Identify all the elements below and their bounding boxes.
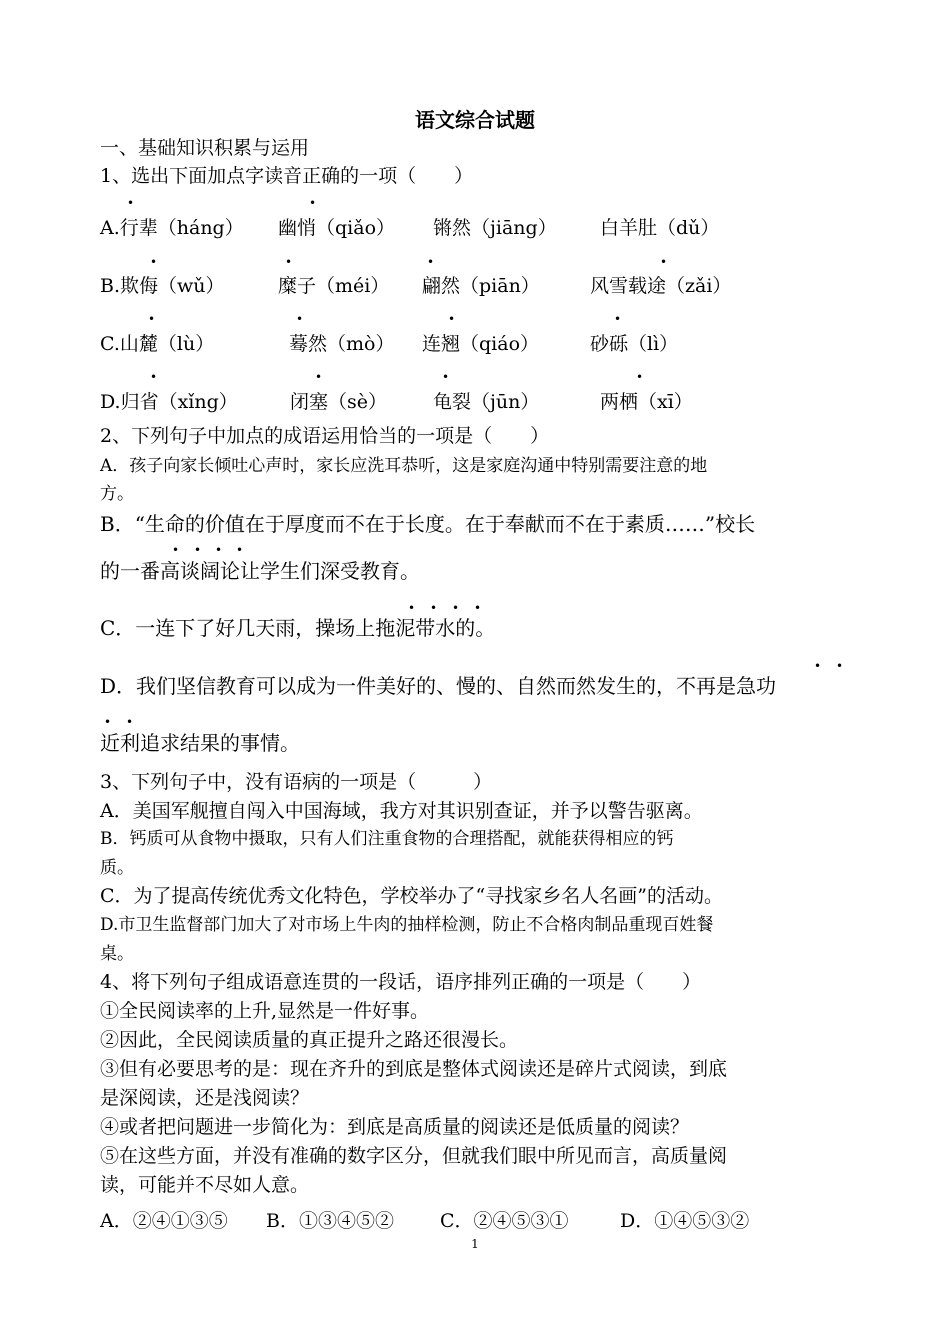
q1-d-item-1: D.归省（xǐng） [100, 391, 238, 413]
q1-d-item-3: 龟裂（jūn） [433, 391, 540, 413]
q4-sentence-4: ④或者把问题进一步简化为：到底是高质量的阅读还是低质量的阅读？ [100, 1116, 690, 1138]
q1-c-item-2: 蓦然（mò） [289, 333, 395, 355]
q3-option-d: D.市卫生监督部门加大了对市场上牛肉的抽样检测，防止不合格肉制品重现百姓餐 [100, 915, 714, 935]
section-heading: 一、基础知识积累与运用 [100, 137, 310, 159]
q2-option-c: C．一连下了好几天雨，操场上拖泥带水的。 [100, 616, 496, 640]
q3-stem: 3、下列句子中，没有语病的一项是（ ） [100, 771, 493, 793]
q3-option-b: B．钙质可从食物中摄取，只有人们注重食物的合理搭配，就能获得相应的钙 [100, 829, 674, 849]
q2-option-a-cont: 方。 [100, 484, 134, 504]
q1-b-item-1: B.欺侮（wǔ） [100, 275, 225, 297]
q2-option-b: B．“生命的价值在于厚度而不在于长度。在于奉献而不在于素质……”校长 [100, 512, 756, 536]
q2-option-d-cont: 近利追求结果的事情。 [100, 731, 300, 755]
q1-a-item-4: 白羊肚（dǔ） [600, 217, 720, 239]
q1-stem: 1、选出下面加点字读音正确的一项（ ） [100, 165, 474, 187]
page-title: 语文综合试题 [415, 108, 535, 132]
q1-c-item-1: C.山麓（lù） [100, 333, 215, 355]
q3-option-c: C．为了提高传统优秀文化特色，学校举办了“寻找家乡名人名画”的活动。 [100, 885, 723, 907]
q4-sentence-3-cont: 是深阅读，还是浅阅读？ [100, 1087, 310, 1109]
q2-option-a: A．孩子向家长倾吐心声时，家长应洗耳恭听，这是家庭沟通中特别需要注意的地 [100, 456, 708, 476]
q4-sentence-2: ②因此，全民阅读质量的真正提升之路还很漫长。 [100, 1029, 519, 1051]
q3-option-a: A．美国军舰擅自闯入中国海域，我方对其识别查证，并予以警告驱离。 [100, 800, 703, 822]
q4-sentence-3: ③但有必要思考的是：现在齐升的到底是整体式阅读还是碎片式阅读，到底 [100, 1058, 728, 1080]
q2-option-d: D．我们坚信教育可以成为一件美好的、慢的、自然而然发生的，不再是急功 [100, 674, 777, 698]
q1-a-item-2: 幽悄（qiǎo） [278, 217, 396, 239]
q3-option-b-cont: 质。 [100, 858, 134, 878]
q4-sentence-1: ①全民阅读率的上升,显然是一件好事。 [100, 1000, 430, 1022]
q1-b-item-4: 风雪载途（zǎi） [590, 275, 732, 297]
q4-sentence-5: ⑤在这些方面，并没有准确的数字区分，但就我们眼中所见而言，高质量阅 [100, 1145, 728, 1167]
q4-answer-d: D．①④⑤③② [620, 1210, 750, 1232]
q1-c-item-4: 砂砾（lì） [590, 333, 679, 355]
q3-option-d-cont: 桌。 [100, 944, 134, 964]
q4-answer-c: C．②④⑤③① [440, 1210, 569, 1232]
q1-d-item-2: 闭塞（sè） [290, 391, 387, 413]
document-page: 语文综合试题 一、基础知识积累与运用 1、选出下面加点字读音正确的一项（ ） A.行辈（háng） 幽悄（qiǎo） 锵然（jiāng） 白羊肚（dǔ） • • B.欺侮（wǔ） 糜子（méi） 翩然（piān） 风雪载途（zǎi） • • • • C.山麓（lù） 蓦然（mò） 连翘（qiáo） 砂砾（lì） • • • • D.归省（xǐng） 闭塞（sè） 龟裂（jūn） 两栖（xī） • • • • 2、下列句子中加点的成语运用恰当的一项是（ ） A．孩子向家长倾吐心声时，家长应洗耳恭听，这是家庭沟通中特别需要注意的地 方。 B．“生命的价值在于厚度而不在于长度。在于奉献而不在于素质……”校长 • • • • 的一番高谈阔论让学生们深受教育。 • • • • C．一连下了好几天雨，操场上拖泥带水的。 • • D．我们坚信教育可以成为一件美好的、慢的、自然而然发生的，不再是急功 • • 近利追求结果的事情。 3、下列句子中，没有语病的一项是（ ） A．美国军舰擅自闯入中国海域，我方对其识别查证，并予以警告驱离。 B．钙质可从食物中摄取，只有人们注重食物的合理搭配，就能获得相应的钙 质。 C．为了提高传统优秀文化特色，学校举办了“寻找家乡名人名画”的活动。 D.市卫生监督部门加大了对市场上牛肉的抽样检测，防止不合格肉制品重现百姓餐 桌。 4、将下列句子组成语意连贯的一段话，语序排列正确的一项是（ ） ①全民阅读率的上升,显然是一件好事。 ②因此，全民阅读质量的真正提升之路还很漫长。 ③但有必要思考的是：现在齐升的到底是整体式阅读还是碎片式阅读，到底 是深阅读，还是浅阅读？ ④或者把问题进一步简化为：到底是高质量的阅读还是低质量的阅读？ ⑤在这些方面，并没有准确的数字区分，但就我们眼中所见而言，高质量阅 读，可能并不尽如人意。 A．②④①③⑤ B．①③④⑤② C．②④⑤③① D．①④⑤③② 1 [0, 0, 950, 1344]
q1-b-item-2: 糜子（méi） [278, 275, 390, 297]
q2-stem: 2、下列句子中加点的成语运用恰当的一项是（ ） [100, 425, 550, 447]
q1-c-item-3: 连翘（qiáo） [422, 333, 540, 355]
q1-d-item-4: 两栖（xī） [600, 391, 693, 413]
q4-stem: 4、将下列句子组成语意连贯的一段话，语序排列正确的一项是（ ） [100, 971, 702, 993]
page-number: 1 [471, 1237, 479, 1251]
q2-option-b-cont: 的一番高谈阔论让学生们深受教育。 [100, 559, 420, 583]
q1-a-item-1: A.行辈（háng） [100, 217, 244, 239]
q1-b-item-3: 翩然（piān） [422, 275, 540, 297]
q4-answer-b: B．①③④⑤② [266, 1210, 394, 1232]
q4-answer-a: A．②④①③⑤ [100, 1210, 228, 1232]
q4-sentence-5-cont: 读，可能并不尽如人意。 [100, 1174, 310, 1196]
q1-a-item-3: 锵然（jiāng） [433, 217, 557, 239]
